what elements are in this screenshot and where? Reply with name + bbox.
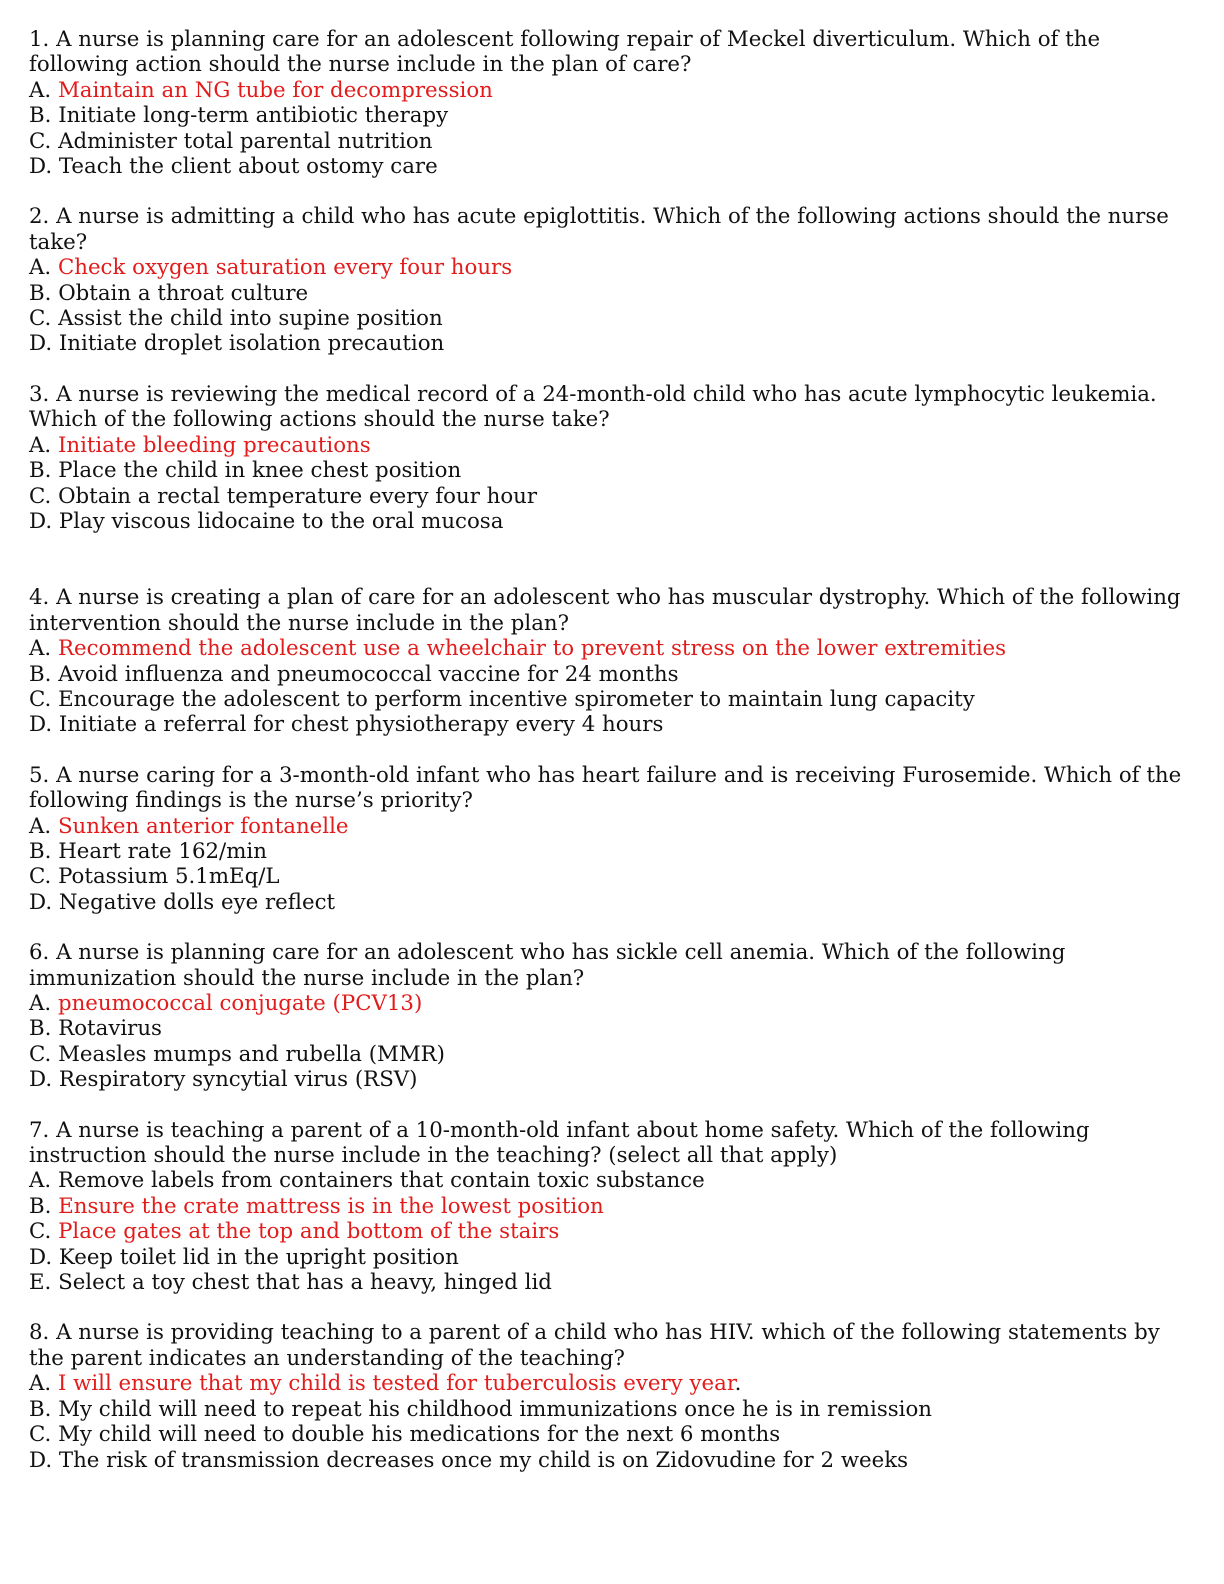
option-b [29, 1016, 1199, 1041]
option-c [29, 1042, 1199, 1067]
question-stem: 8. A nurse is providing teaching to a parent of a child who has HIV. which of the following statements by the parent indicates an understanding of the teaching? [29, 1320, 1160, 1371]
option-a [29, 991, 1199, 1016]
option-b [29, 839, 1199, 864]
option-d [29, 1448, 1199, 1473]
option-text: Negative dolls eye reflect [58, 889, 336, 915]
option-letter: B. [29, 838, 52, 864]
option-a [29, 78, 1199, 103]
option-text: Remove labels from containers that contain toxic substance [57, 1168, 705, 1194]
option-a [29, 433, 1199, 458]
question-stem: 2. A nurse is admitting a child who has acute epiglottitis. Which of the following actions should the nurse take? [29, 204, 1169, 255]
option-letter: D. [29, 154, 53, 180]
option-letter: A. [29, 255, 52, 281]
option-a [29, 814, 1199, 839]
option-text-correct: Maintain an NG tube for decompression [57, 77, 493, 103]
option-text: Keep toilet lid in the upright position [58, 1244, 459, 1270]
option-letter: C. [29, 1422, 52, 1448]
option-letter: C. [29, 306, 52, 332]
option-text: Assist the child into supine position [58, 306, 443, 332]
option-d [29, 1067, 1199, 1092]
option-b [29, 1397, 1199, 1422]
option-text-correct: Sunken anterior fontanelle [57, 813, 349, 839]
question-stem: 6. A nurse is planning care for an adolescent who has sickle cell anemia. Which of the following immunization should the nurse include in the plan? [29, 940, 1066, 991]
question-stem: 1. A nurse is planning care for an adolescent following repair of Meckel diverticulum. Which of the following action should the nurse include in the plan of care? [29, 27, 1101, 78]
question-stem: 4. A nurse is creating a plan of care for an adolescent who has muscular dystrophy. Which of the following intervention should the nurse include in the plan? [29, 585, 1181, 636]
option-d [29, 712, 1199, 737]
option-letter: A. [29, 1168, 52, 1194]
option-text: Respiratory syncytial virus (RSV) [58, 1067, 418, 1093]
option-letter: D. [29, 1447, 53, 1473]
option-text-correct: pneumococcal conjugate (PCV13) [57, 991, 423, 1016]
option-letter: B. [29, 280, 52, 306]
question-1 [29, 27, 1199, 179]
option-letter: C. [29, 1219, 52, 1245]
option-text: Initiate long-term antibiotic therapy [58, 103, 449, 129]
option-letter: C. [29, 483, 52, 509]
option-b [29, 281, 1199, 306]
option-letter: A. [29, 813, 52, 839]
option-a [29, 1168, 1199, 1193]
question-5 [29, 763, 1199, 915]
option-letter: E. [29, 1270, 52, 1296]
question-6 [29, 940, 1199, 1092]
option-letter: D. [29, 1067, 53, 1093]
option-text-correct: Place gates at the top and bottom of the stairs [58, 1219, 560, 1245]
option-a [29, 1371, 1199, 1396]
option-letter: C. [29, 128, 52, 154]
option-letter: B. [29, 103, 52, 129]
question-stem: 5. A nurse caring for a 3-month-old infant who has heart failure and is receiving Furosemide. Which of the following findings is the nurse’s priority? [29, 762, 1182, 814]
option-letter: D. [29, 331, 53, 357]
option-suffix: . [734, 1371, 742, 1397]
option-letter: B. [29, 458, 52, 484]
option-text: Place the child in knee chest position [58, 458, 462, 484]
question-stem: 7. A nurse is teaching a parent of a 10-month-old infant about home safety. Which of the following instruction should the nurse include in the teaching? (select all that apply) [29, 1117, 1090, 1169]
option-text: Initiate a referral for chest physiotherapy every 4 hours [58, 712, 664, 738]
option-d [29, 331, 1199, 356]
option-text: My child will need to double his medications for the next 6 months [58, 1422, 781, 1448]
option-b [29, 1194, 1199, 1219]
option-d [29, 1245, 1199, 1270]
option-letter: D. [29, 889, 53, 915]
option-text: Initiate droplet isolation precaution [58, 331, 445, 357]
option-b [29, 662, 1199, 687]
option-letter: C. [29, 686, 52, 712]
option-text-correct: Check oxygen saturation every four hours [57, 255, 513, 281]
option-a [29, 636, 1199, 661]
option-letter: A. [29, 991, 52, 1016]
question-8 [29, 1320, 1199, 1472]
option-text: The risk of transmission decreases once my child is on Zidovudine for 2 weeks [58, 1447, 909, 1473]
option-text-correct: I will ensure that my child is tested for tuberculosis every year [57, 1371, 735, 1397]
option-text-correct: Initiate bleeding precautions [57, 432, 371, 458]
question-stem: 3. A nurse is reviewing the medical record of a 24-month-old child who has acute lymphocytic leukemia. Which of the following actions should the nurse take? [29, 381, 1157, 433]
option-letter: B. [29, 1016, 52, 1042]
option-text-correct: Ensure the crate mattress is in the lowest position [58, 1193, 604, 1219]
question-3 [29, 382, 1199, 534]
option-letter: B. [29, 1193, 52, 1219]
option-text: Potassium 5.1mEq/L [58, 864, 280, 890]
option-letter: A. [29, 1371, 52, 1397]
option-c [29, 1422, 1199, 1447]
document-page [29, 27, 1199, 1473]
option-text-correct: Recommend the adolescent use a wheelchair to prevent stress on the lower extremities [57, 636, 1007, 662]
option-text: Administer total parental nutrition [58, 128, 433, 154]
option-letter: A. [29, 636, 52, 662]
option-letter: D. [29, 712, 53, 738]
option-letter: B. [29, 1396, 52, 1422]
option-text: Measles mumps and rubella (MMR) [58, 1041, 445, 1067]
option-b [29, 458, 1199, 483]
option-c [29, 1219, 1199, 1244]
option-c [29, 687, 1199, 712]
option-letter: C. [29, 864, 52, 890]
question-4 [29, 585, 1199, 737]
option-letter: D. [29, 508, 53, 534]
question-2 [29, 204, 1199, 356]
option-text: Avoid influenza and pneumococcal vaccine for 24 months [58, 661, 679, 687]
option-e [29, 1270, 1199, 1295]
option-c [29, 129, 1199, 154]
option-text: Teach the client about ostomy care [58, 154, 438, 180]
option-c [29, 306, 1199, 331]
option-letter: B. [29, 661, 52, 687]
option-b [29, 103, 1199, 128]
option-letter: A. [29, 432, 52, 458]
option-letter: C. [29, 1041, 52, 1067]
option-d [29, 509, 1199, 534]
option-letter: D. [29, 1244, 53, 1270]
option-c [29, 484, 1199, 509]
option-text: Obtain a throat culture [58, 280, 309, 306]
option-text: Heart rate 162/min [58, 838, 267, 864]
option-d [29, 890, 1199, 915]
question-7 [29, 1118, 1199, 1296]
option-c [29, 864, 1199, 889]
option-text: Obtain a rectal temperature every four hour [58, 483, 538, 509]
option-letter: A. [29, 77, 52, 103]
option-text: Play viscous lidocaine to the oral mucosa [58, 508, 504, 534]
option-text: Select a toy chest that has a heavy, hinged lid [58, 1270, 552, 1296]
option-a [29, 255, 1199, 280]
option-text: My child will need to repeat his childhood immunizations once he is in remission [58, 1396, 933, 1422]
option-d [29, 154, 1199, 179]
option-text: Rotavirus [58, 1016, 162, 1042]
option-text: Encourage the adolescent to perform incentive spirometer to maintain lung capacity [58, 686, 975, 712]
